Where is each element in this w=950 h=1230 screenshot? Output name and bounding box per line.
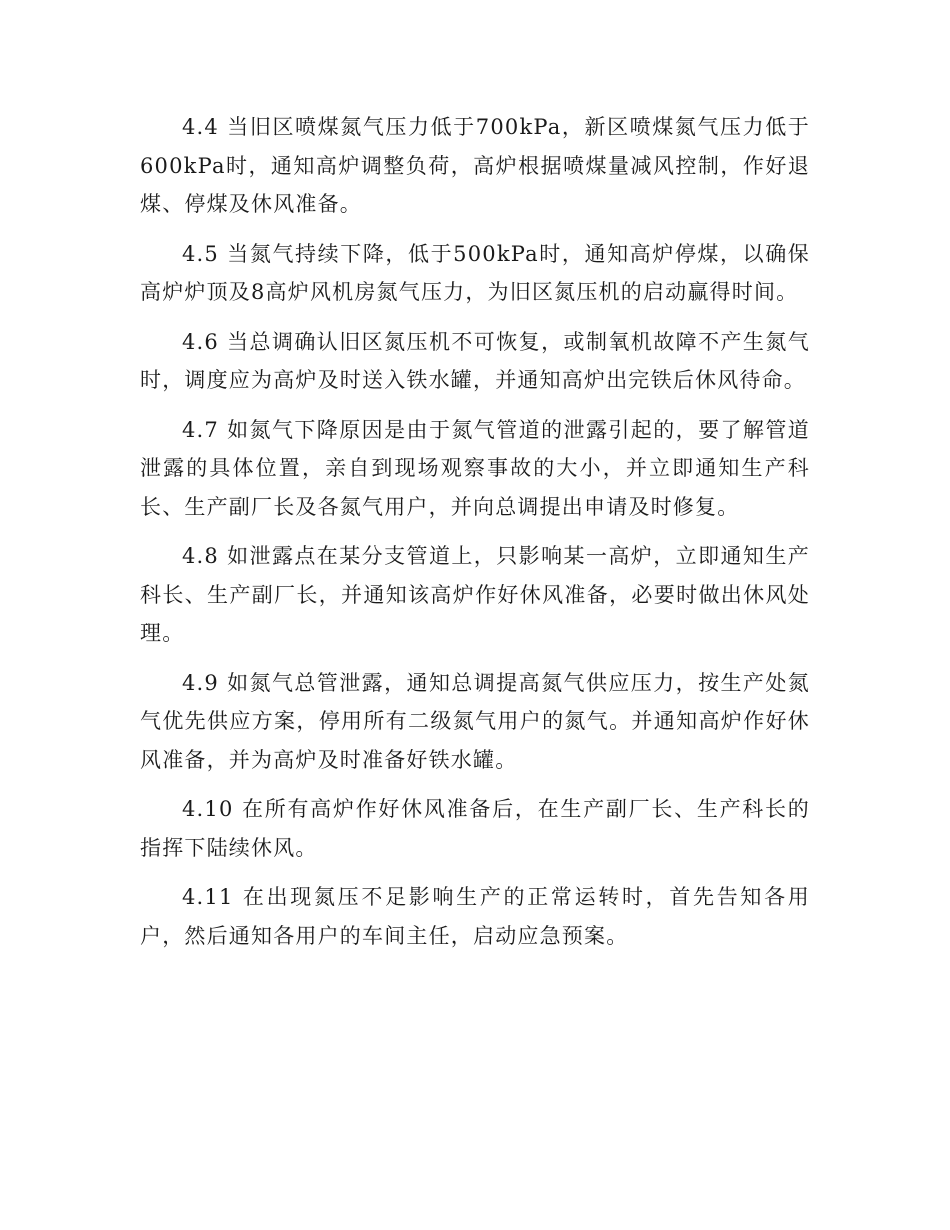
paragraph-4-4: 4.4 当旧区喷煤氮气压力低于700kPa，新区喷煤氮气压力低于600kPa时，通知高炉调整负荷，高炉根据喷煤量减风控制，作好退煤、停煤及休风准备。 bbox=[140, 115, 810, 216]
paragraph-4-5: 4.5 当氮气持续下降，低于500kPa时，通知高炉停煤，以确保高炉炉顶及8高炉风机房氮气压力，为旧区氮压机的启动赢得时间。 bbox=[140, 241, 810, 304]
paragraph-4-8: 4.8 如泄露点在某分支管道上，只影响某一高炉，立即通知生产科长、生产副厂长，并通知该高炉作好休风准备，必要时做出休风处理。 bbox=[140, 544, 810, 645]
document-body bbox=[140, 108, 810, 966]
paragraph-4-11: 4.11 在出现氮压不足影响生产的正常运转时，首先告知各用户，然后通知各用户的车间主任，启动应急预案。 bbox=[140, 885, 810, 948]
paragraph-4-10: 4.10 在所有高炉作好休风准备后，在生产副厂长、生产科长的指挥下陆续休风。 bbox=[140, 797, 810, 860]
paragraph-4-9: 4.9 如氮气总管泄露，通知总调提高氮气供应压力，按生产处氮气优先供应方案，停用所有二级氮气用户的氮气。并通知高炉作好休风准备，并为高炉及时准备好铁水罐。 bbox=[140, 670, 810, 772]
paragraph-4-7: 4.7 如氮气下降原因是由于氮气管道的泄露引起的，要了解管道泄露的具体位置，亲自到现场观察事故的大小，并立即通知生产科长、生产副厂长及各氮气用户，并向总调提出申请及时修复。 bbox=[140, 417, 810, 519]
paragraph-4-6: 4.6 当总调确认旧区氮压机不可恢复，或制氧机故障不产生氮气时，调度应为高炉及时送入铁水罐，并通知高炉出完铁后休风待命。 bbox=[140, 329, 810, 392]
